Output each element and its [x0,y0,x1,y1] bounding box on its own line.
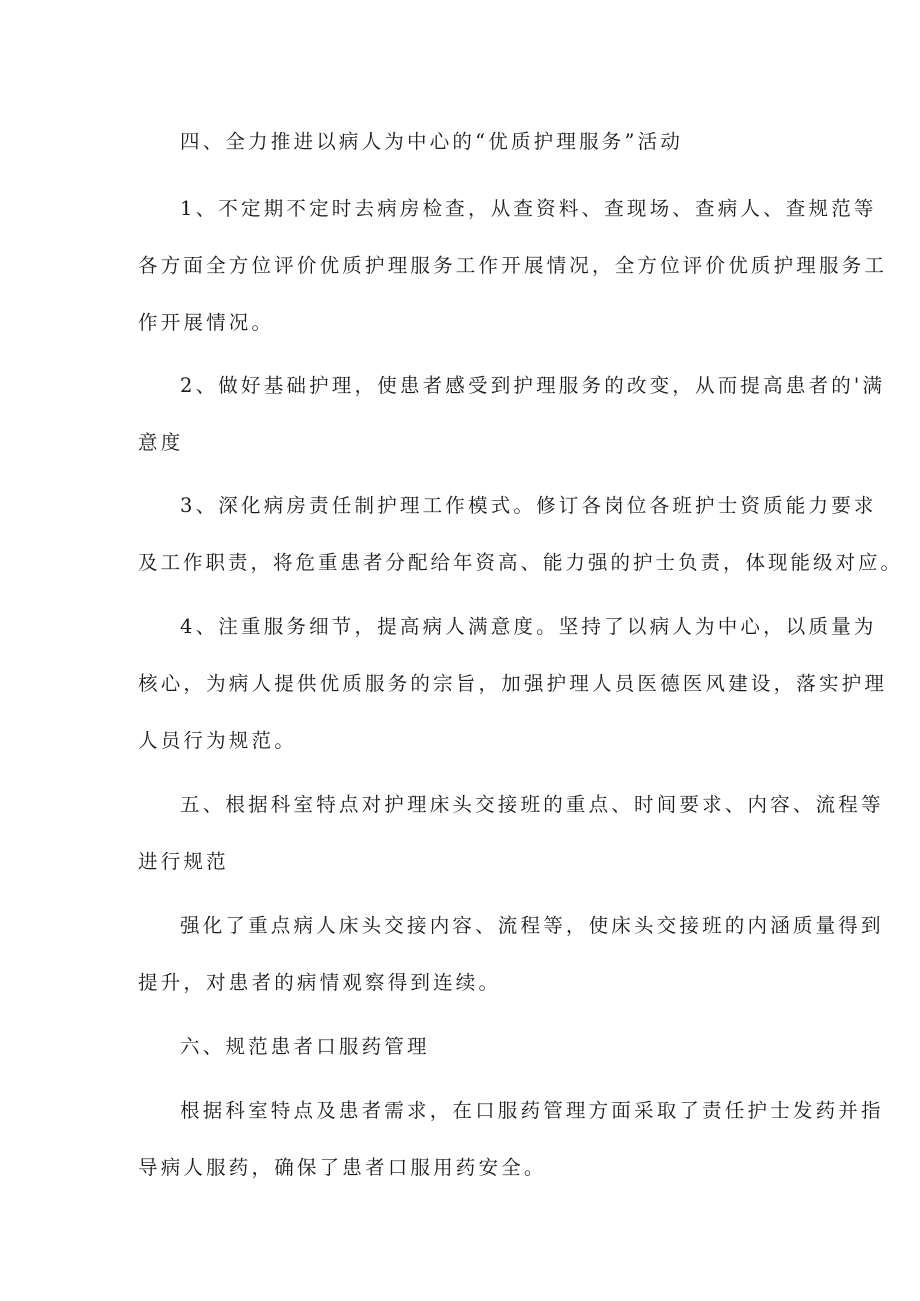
section-6-body-line-1: 根据科室特点及患者需求，在口服药管理方面采取了责任护士发药并指 [180,1099,884,1122]
item-3-line-2: 及工作职责，将危重患者分配给年资高、能力强的护士负责，体现能级对应。 [138,551,904,574]
section-6-body-line-2: 导病人服药，确保了患者口服用药安全。 [138,1156,547,1179]
item-1-line-2: 各方面全方位评价优质护理服务工作开展情况，全方位评价优质护理服务工 [138,254,888,277]
item-3-line-1: 3、深化病房责任制护理工作模式。修订各岗位各班护士资质能力要求 [180,494,877,517]
item-4-line-3: 人员行为规范。 [138,729,297,752]
item-4-line-2: 核心，为病人提供优质服务的宗旨，加强护理人员医德医风建设，落实护理 [138,672,888,695]
item-1-line-1: 1、不定期不定时去病房检查，从查资料、查现场、查病人、查规范等 [180,197,877,220]
section-5-heading-line-1: 五、根据科室特点对护理床头交接班的重点、时间要求、内容、流程等 [180,793,884,816]
section-5-heading-line-2: 进行规范 [138,850,229,873]
item-1-line-3: 作开展情况。 [138,311,275,334]
section-5-body-line-2: 提升，对患者的病情观察得到连续。 [138,971,502,994]
section-6-heading: 六、规范患者口服药管理 [180,1035,430,1058]
item-4-line-1: 4、注重服务细节，提高病人满意度。坚持了以病人为中心，以质量为 [180,615,877,638]
item-2-line-1: 2、做好基础护理，使患者感受到护理服务的改变，从而提高患者的'满 [180,374,886,397]
section-4-heading: 四、全力推进以病人为中心的“优质护理服务”活动 [180,130,684,153]
section-5-body-line-1: 强化了重点病人床头交接内容、流程等，使床头交接班的内涵质量得到 [180,914,884,937]
item-2-line-2: 意度 [138,431,184,454]
